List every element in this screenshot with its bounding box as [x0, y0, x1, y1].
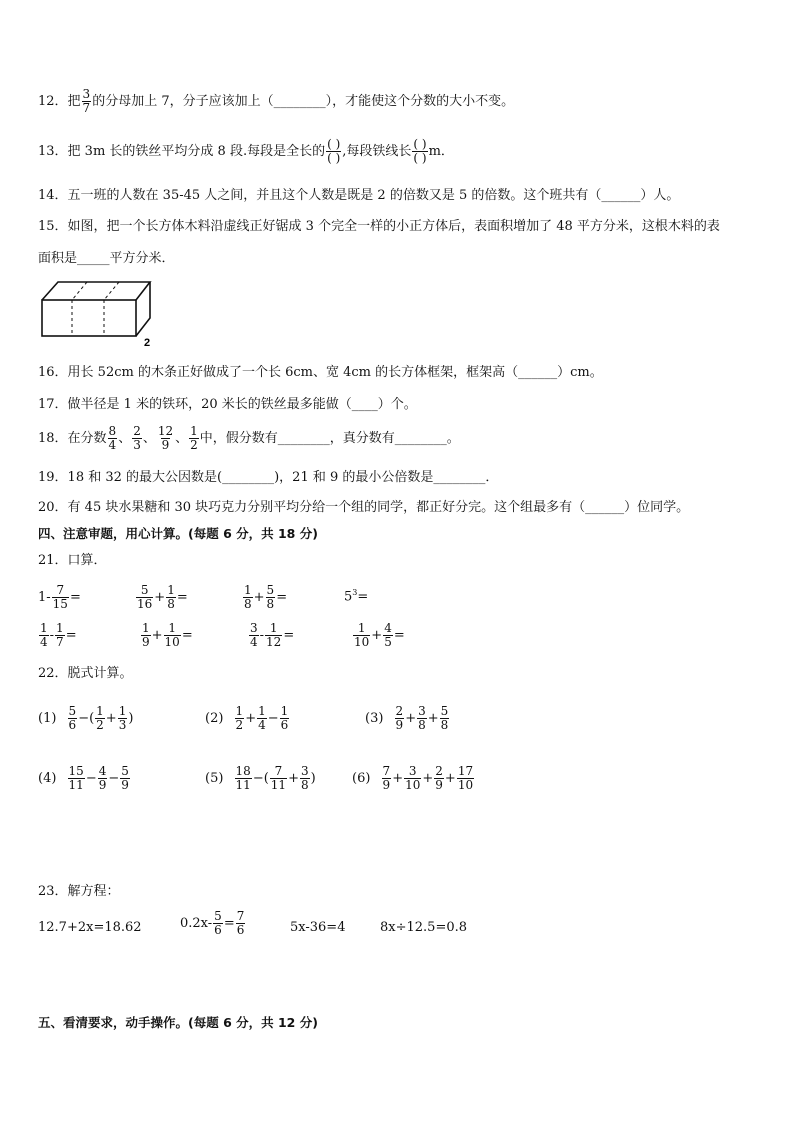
calc-item-5 — [205, 765, 316, 792]
oral-operator: + — [151, 628, 163, 643]
oral-equals: = — [65, 628, 77, 643]
calc-fraction-den: 8 — [300, 778, 309, 792]
calc-fraction-num: 7 — [382, 764, 391, 778]
eq2-f2-num: 7 — [236, 909, 245, 923]
question-23-title: 23．解方程： — [38, 884, 120, 899]
oral-fraction-num: 5 — [140, 583, 149, 597]
oral-operator: - — [49, 628, 55, 643]
q18-frac-1 — [108, 425, 118, 452]
oral-fraction-num: 1 — [56, 621, 64, 635]
calc-fraction — [118, 705, 128, 732]
eq2-f1-num: 5 — [214, 909, 222, 923]
question-19: 19．18 和 32 的最大公因数是(________)，21 和 9 的最小公倍数是________． — [38, 470, 499, 485]
cuboid-figure — [38, 278, 154, 346]
q13-f1-den: ( ) — [327, 151, 341, 165]
oral-equals: = — [276, 590, 288, 605]
calc-fraction-den: 2 — [96, 718, 104, 732]
question-16: 16．用长 52cm 的木条正好做成了一个长 6cm、宽 4cm 的长方体框架，框架高（______）cm。 — [38, 365, 603, 380]
oral-fraction — [243, 584, 253, 611]
question-14: 14．五一班的人数在 35-45 人之间，并且这个人数是既是 2 的倍数又是 5 的倍数。这个班共有（______）人。 — [38, 188, 680, 203]
calc-fraction-num: 1 — [96, 704, 104, 718]
calc-fraction-den: 3 — [118, 718, 127, 732]
calc-operator: ) — [128, 711, 134, 726]
oral-fraction — [39, 622, 49, 649]
q18-f4-num: 1 — [190, 424, 198, 438]
oral-fraction — [166, 584, 176, 611]
oral-item-3 — [242, 584, 287, 611]
oral-item-4 — [344, 584, 368, 606]
calc-fraction-num: 7 — [274, 764, 283, 778]
calc-fraction-den: 6 — [68, 718, 77, 732]
q12-text-b: 的分母加上 7，分子应该加上（________），才能使这个分数的大小不变。 — [92, 94, 515, 109]
calc-fraction — [235, 705, 245, 732]
calc-fraction-den: 2 — [235, 718, 244, 732]
oral-fraction-num: 1 — [142, 621, 150, 635]
oral-fraction-den: 7 — [56, 635, 64, 649]
calc-operator: − — [267, 711, 279, 726]
calc-label: (4) — [38, 771, 61, 786]
question-15-line-2: 面积是_____平方分米． — [38, 251, 175, 266]
oral-fraction — [141, 622, 151, 649]
q18-text-b: 中，假分数有________，真分数有________。 — [199, 431, 460, 446]
oral-fraction — [164, 622, 181, 649]
calc-item-3 — [365, 705, 450, 732]
question-13 — [38, 138, 454, 165]
oral-fraction-den: 5 — [384, 635, 392, 649]
oral-fraction-den: 4 — [40, 635, 48, 649]
q13-f2-den: ( ) — [413, 151, 427, 165]
calc-fraction — [120, 765, 130, 792]
equation-3: 5x-36=4 — [290, 920, 346, 935]
oral-fraction-num: 1 — [269, 621, 278, 635]
oral-exponent: 3 — [352, 588, 358, 597]
calc-fraction — [270, 765, 287, 792]
question-15-line-1: 15．如图，把一个长方体木料沿虚线正好锯成 3 个完全一样的小正方体后，表面积增加了 48 平方分米，这根木料的表 — [38, 219, 720, 234]
calc-fraction — [235, 765, 252, 792]
calc-fraction — [68, 765, 85, 792]
calc-fraction-num: 18 — [235, 764, 251, 778]
question-17: 17．做半径是 1 米的铁环，20 米长的铁丝最多能做（____）个。 — [38, 397, 417, 412]
oral-item-5 — [38, 622, 77, 649]
q12-text-a: 12．把 — [38, 94, 81, 109]
equation-1: 12.7+2x=18.62 — [38, 920, 142, 935]
q13-f2-num: ( ) — [413, 137, 427, 151]
eq2-frac-2 — [236, 910, 246, 937]
q12-fraction — [82, 88, 92, 115]
oral-fraction-den: 15 — [52, 597, 68, 611]
oral-operator: + — [154, 590, 166, 605]
q13-text-c: m． — [428, 144, 454, 159]
oral-equals: = — [283, 628, 295, 643]
calc-fraction — [440, 705, 450, 732]
calc-fraction — [257, 705, 267, 732]
oral-fraction-num: 1 — [357, 621, 366, 635]
oral-fraction-num: 1 — [244, 583, 252, 597]
calc-operator: + — [444, 771, 456, 786]
calc-fraction-den: 9 — [435, 778, 443, 792]
calc-fraction — [395, 705, 405, 732]
eq2-f1-den: 6 — [214, 923, 222, 937]
calc-label: (5) — [205, 771, 228, 786]
calc-label: (3) — [365, 711, 388, 726]
calc-operator: −( — [78, 711, 95, 726]
calc-fraction — [434, 765, 444, 792]
question-22-title: 22．脱式计算。 — [38, 666, 133, 681]
q18-f1-num: 8 — [108, 424, 117, 438]
oral-item-8 — [352, 622, 405, 649]
calc-fraction — [404, 765, 421, 792]
calc-operator: − — [108, 771, 120, 786]
oral-fraction-num: 1 — [167, 583, 175, 597]
question-12 — [38, 88, 514, 115]
calc-fraction — [95, 705, 105, 732]
calc-fraction — [280, 705, 290, 732]
calc-fraction — [98, 765, 108, 792]
calc-fraction-num: 17 — [457, 764, 474, 778]
calc-fraction-den: 11 — [235, 778, 251, 792]
q13-frac-1 — [326, 138, 341, 165]
q18-sep: 、 — [175, 431, 189, 446]
q12-num: 3 — [82, 87, 91, 101]
calc-operator: + — [288, 771, 299, 786]
calc-fraction-den: 9 — [98, 778, 107, 792]
oral-prefix: 5 — [344, 589, 353, 605]
eq2-frac-1 — [213, 910, 223, 937]
oral-operator: + — [253, 590, 265, 605]
oral-fraction-den: 4 — [250, 635, 258, 649]
oral-operator: - — [259, 628, 265, 643]
section-5-heading: 五、看清要求，动手操作。(每题 6 分，共 12 分) — [38, 1015, 318, 1030]
oral-equals: = — [176, 590, 188, 605]
calc-fraction-den: 4 — [258, 718, 266, 732]
q18-f2-num: 2 — [133, 424, 141, 438]
oral-fraction-num: 4 — [384, 621, 392, 635]
oral-fraction-num: 1 — [168, 621, 176, 635]
oral-equals: = — [393, 628, 405, 643]
calc-fraction-num: 3 — [300, 764, 309, 778]
oral-item-7 — [248, 622, 294, 649]
calc-fraction-den: 11 — [68, 778, 84, 792]
oral-fraction-den: 10 — [164, 635, 180, 649]
calc-operator: + — [422, 771, 434, 786]
calc-fraction — [457, 765, 474, 792]
oral-fraction-den: 8 — [244, 597, 252, 611]
oral-fraction-den: 9 — [142, 635, 150, 649]
q18-f3-den: 9 — [161, 438, 170, 452]
oral-item-6 — [140, 622, 193, 649]
oral-fraction — [249, 622, 259, 649]
eq2-eq: = — [223, 916, 235, 931]
calc-fraction-den: 9 — [121, 778, 129, 792]
q13-frac-2 — [412, 138, 427, 165]
q18-text-a: 18．在分数 — [38, 431, 107, 446]
oral-fraction — [353, 622, 370, 649]
oral-equals: = — [69, 590, 81, 605]
q18-f3-num: 12 — [157, 424, 174, 438]
q12-den: 7 — [82, 101, 91, 115]
q18-f1-den: 4 — [108, 438, 117, 452]
calc-fraction — [417, 705, 427, 732]
calc-fraction-den: 8 — [418, 718, 426, 732]
calc-fraction-den: 10 — [457, 778, 474, 792]
oral-fraction-num: 5 — [266, 583, 275, 597]
calc-fraction-num: 5 — [68, 704, 77, 718]
calc-fraction-den: 9 — [382, 778, 391, 792]
oral-fraction — [136, 584, 153, 611]
calc-fraction-num: 1 — [235, 704, 244, 718]
calc-operator: + — [405, 711, 417, 726]
calc-fraction — [382, 765, 392, 792]
question-20: 20．有 45 块水果糖和 30 块巧克力分别平均分给一个组的同学，都正好分完。这个组最多有（______）位同学。 — [38, 500, 690, 515]
calc-fraction — [68, 705, 78, 732]
calc-operator: − — [85, 771, 97, 786]
calc-fraction-num: 1 — [118, 704, 127, 718]
q18-f2-den: 3 — [133, 438, 141, 452]
calc-fraction-num: 3 — [418, 704, 426, 718]
calc-fraction-num: 3 — [408, 764, 417, 778]
calc-fraction-den: 11 — [270, 778, 287, 792]
oral-operator: + — [371, 628, 383, 643]
q13-text-b: ,每段铁线长 — [342, 144, 412, 159]
calc-fraction-den: 9 — [395, 718, 404, 732]
eq2-f2-den: 6 — [236, 923, 245, 937]
oral-prefix: 1- — [38, 590, 51, 605]
question-18 — [38, 425, 460, 452]
q13-f1-num: ( ) — [327, 137, 341, 151]
calc-fraction-den: 10 — [405, 778, 421, 792]
calc-fraction-den: 8 — [440, 718, 449, 732]
oral-fraction — [265, 622, 282, 649]
calc-fraction-num: 2 — [395, 704, 404, 718]
calc-label: (6) — [352, 771, 375, 786]
calc-operator: + — [245, 711, 257, 726]
oral-item-2 — [135, 584, 188, 611]
oral-equals: = — [181, 628, 193, 643]
calc-fraction-num: 4 — [98, 764, 107, 778]
calc-label: (1) — [38, 711, 61, 726]
oral-fraction-num: 7 — [56, 583, 65, 597]
section-4-heading: 四、注意审题，用心计算。(每题 6 分，共 18 分) — [38, 526, 318, 541]
q13-text-a: 13．把 3m 长的铁丝平均分成 8 段.每段是全长的 — [38, 144, 326, 159]
oral-item-1 — [38, 584, 81, 611]
calc-label: (2) — [205, 711, 228, 726]
calc-fraction-num: 5 — [121, 764, 129, 778]
oral-fraction-den: 8 — [266, 597, 275, 611]
q18-f4-den: 2 — [190, 438, 198, 452]
calc-fraction-num: 1 — [280, 704, 289, 718]
calc-fraction-num: 5 — [440, 704, 449, 718]
oral-fraction-den: 12 — [266, 635, 282, 649]
oral-fraction-den: 8 — [167, 597, 175, 611]
oral-fraction-den: 10 — [354, 635, 370, 649]
calc-operator: + — [392, 771, 404, 786]
calc-fraction-num: 2 — [435, 764, 443, 778]
oral-fraction — [55, 622, 65, 649]
question-21-title: 21．口算． — [38, 553, 107, 568]
figure-label: 2 — [144, 337, 151, 346]
calc-operator: ) — [310, 771, 316, 786]
q18-sep: 、 — [142, 431, 156, 446]
calc-fraction-num: 15 — [68, 764, 84, 778]
calc-item-1 — [38, 705, 133, 732]
calc-item-2 — [205, 705, 290, 732]
oral-equals: = — [357, 589, 369, 605]
calc-fraction-num: 1 — [258, 704, 266, 718]
oral-fraction — [383, 622, 393, 649]
calc-fraction — [300, 765, 310, 792]
oral-fraction — [266, 584, 276, 611]
oral-fraction-num: 3 — [250, 621, 258, 635]
calc-fraction-den: 6 — [280, 718, 289, 732]
calc-operator: + — [427, 711, 439, 726]
q18-frac-4 — [189, 425, 199, 452]
equation-2 — [180, 910, 246, 937]
oral-fraction-num: 1 — [40, 621, 48, 635]
eq2-a: 0.2x- — [180, 916, 213, 931]
calc-operator: + — [105, 711, 117, 726]
calc-item-6 — [352, 765, 475, 792]
q18-frac-3 — [157, 425, 174, 452]
oral-fraction-den: 16 — [137, 597, 153, 611]
equation-4: 8x÷12.5=0.8 — [380, 920, 468, 935]
calc-operator: −( — [252, 771, 269, 786]
calc-item-4 — [38, 765, 131, 792]
oral-fraction — [52, 584, 69, 611]
q18-frac-2 — [132, 425, 142, 452]
q18-sep: 、 — [118, 431, 132, 446]
